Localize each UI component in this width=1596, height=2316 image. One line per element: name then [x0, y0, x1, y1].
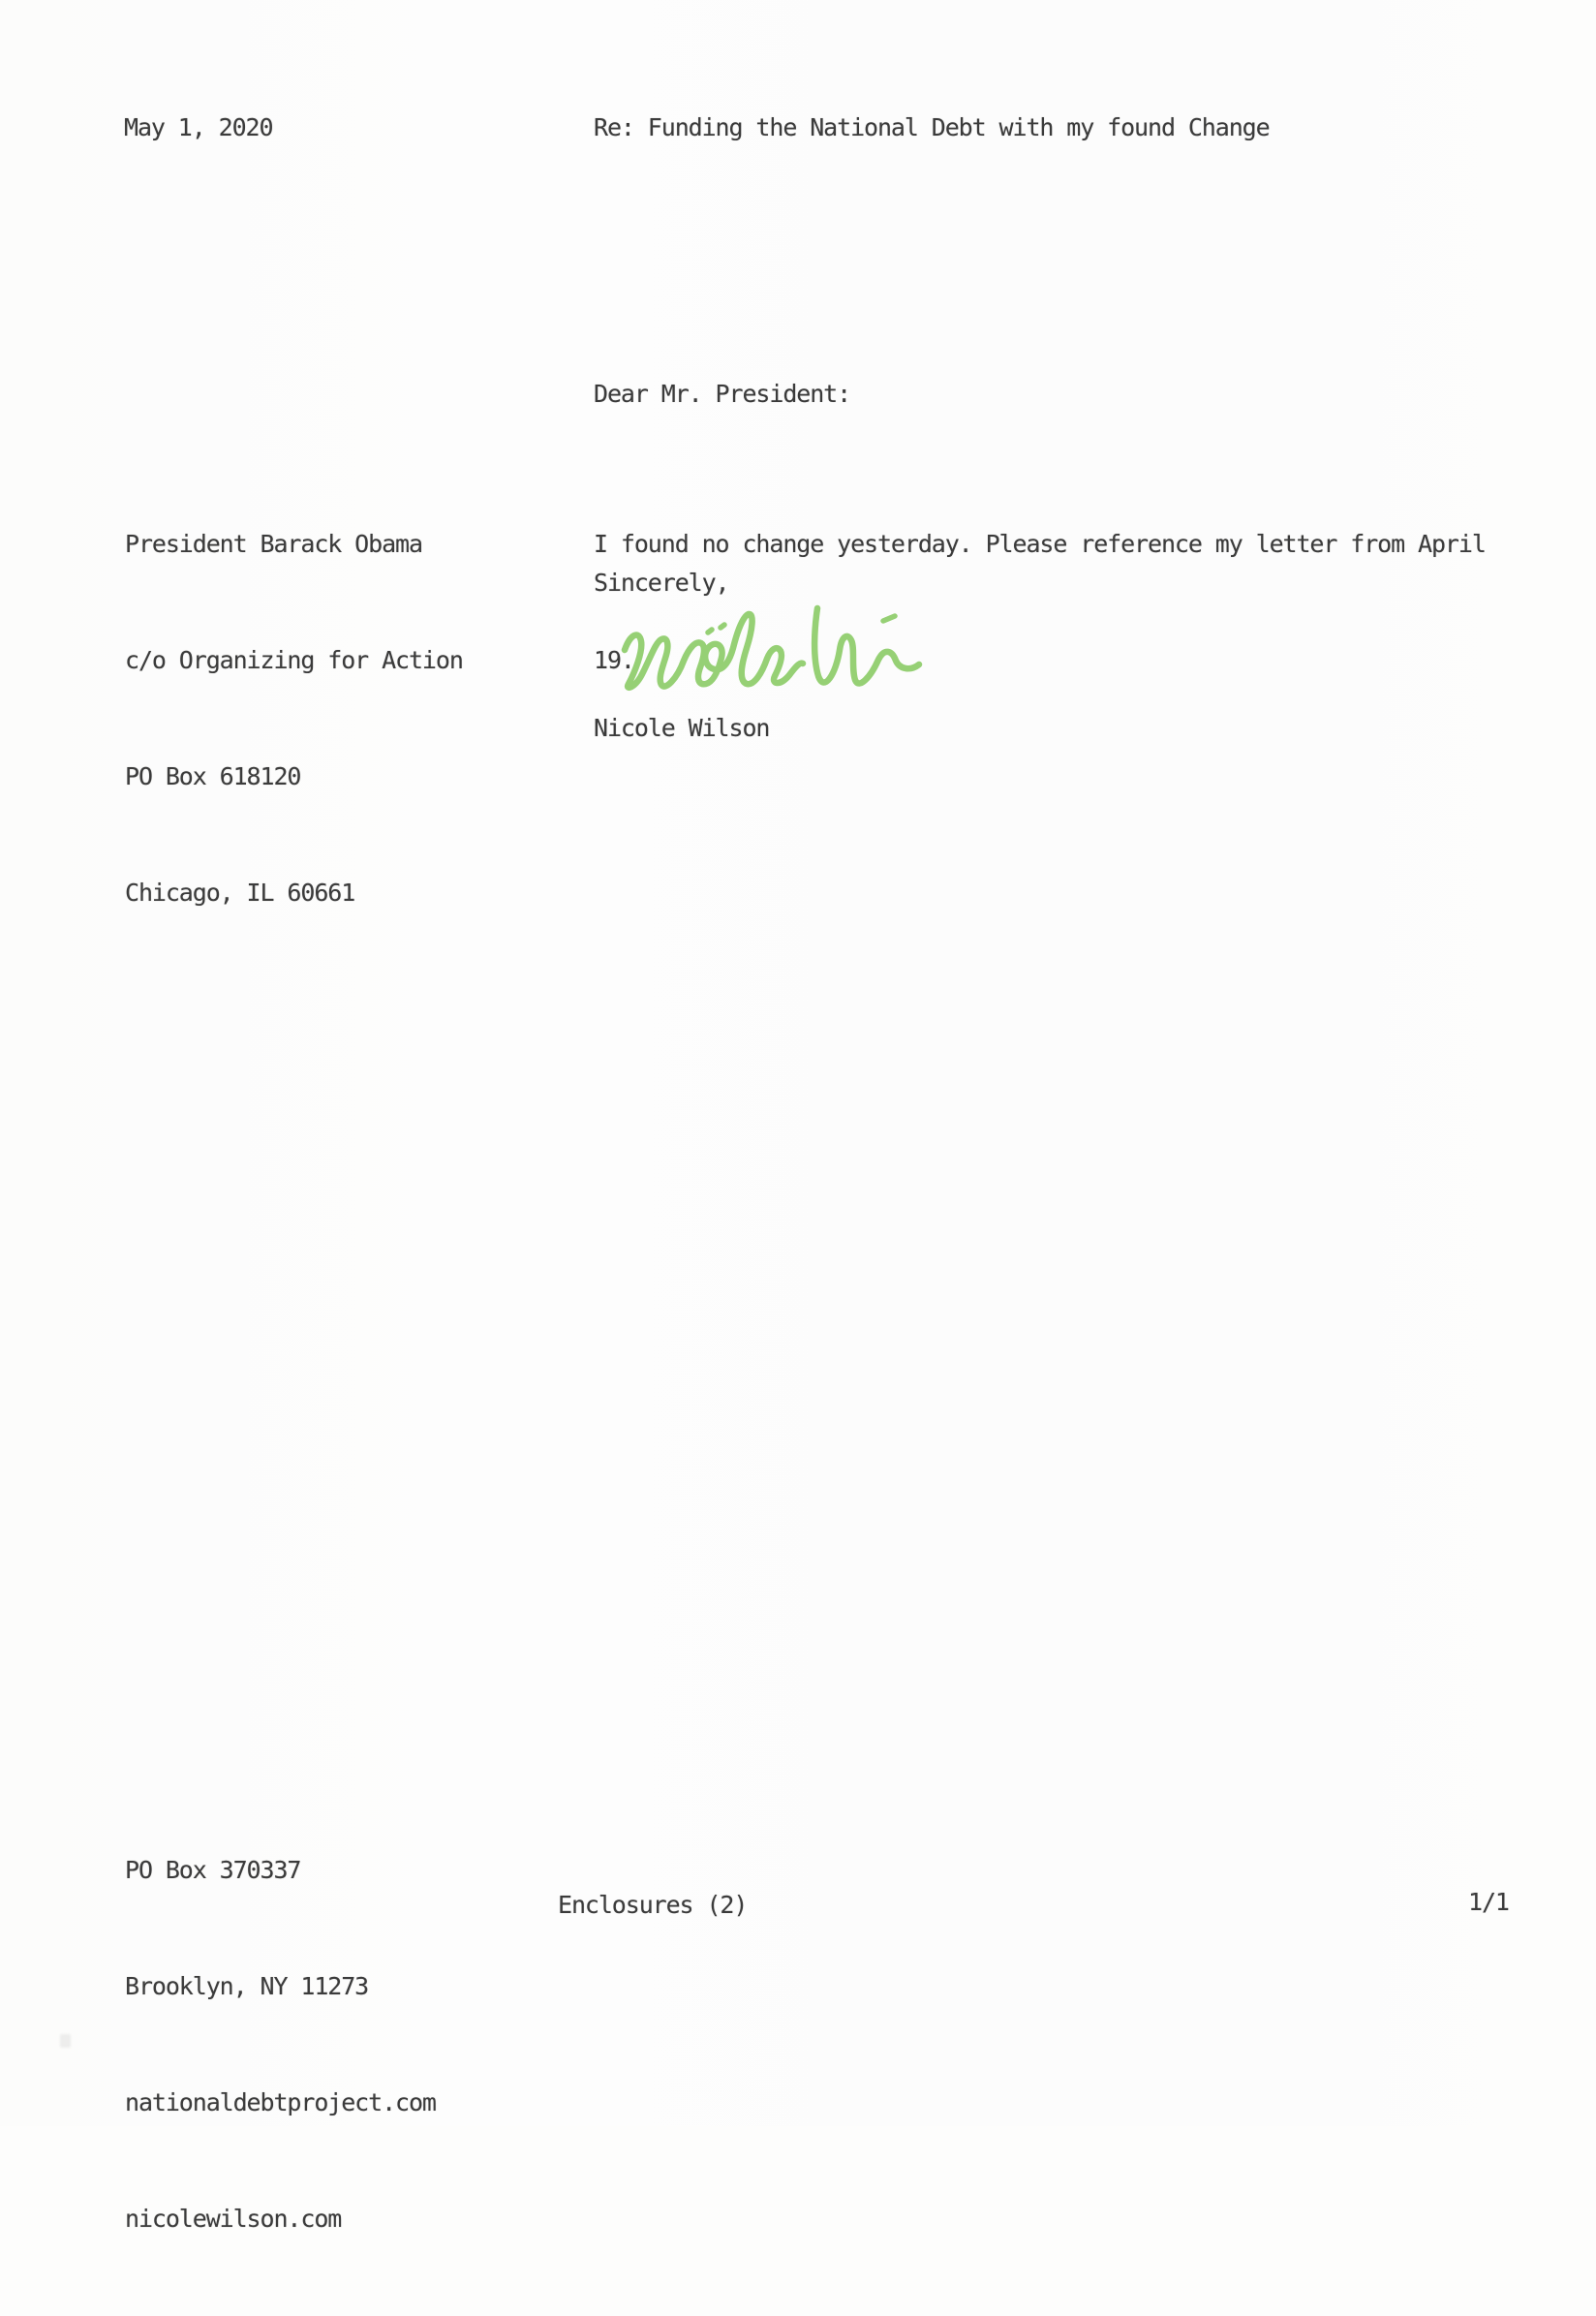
- salutation: Dear Mr. President:: [594, 380, 851, 408]
- sender-address-line: Brooklyn, NY 11273: [125, 1972, 369, 2000]
- recipient-address-line: PO Box 618120: [125, 762, 301, 790]
- signature-stroke-wi: [814, 608, 919, 683]
- page-number: 1/1: [1468, 1888, 1509, 1916]
- signer-name: Nicole Wilson: [594, 714, 770, 742]
- scan-smudge-artifact: [60, 2034, 71, 2048]
- enclosures-note: Enclosures (2): [558, 1891, 748, 1919]
- recipient-address-line: Chicago, IL 60661: [125, 879, 355, 907]
- sender-website: nicolewilson.com: [125, 2205, 342, 2233]
- closing: Sincerely,: [594, 569, 729, 597]
- recipient-address: [125, 448, 463, 990]
- sender-address: [125, 1774, 436, 2316]
- sender-website: nationaldebtproject.com: [125, 2088, 436, 2116]
- body-line: I found no change yesterday. Please reference my letter from April: [594, 530, 1486, 558]
- handwritten-signature-ink: [593, 597, 932, 698]
- date-line: May 1, 2020: [124, 113, 273, 141]
- subject-line: Re: Funding the National Debt with my found Change: [594, 113, 1270, 141]
- body-line: 19.: [594, 646, 634, 674]
- signature-stroke-nicole: [625, 614, 803, 688]
- sender-address-line: PO Box 370337: [125, 1856, 301, 1884]
- recipient-address-line: President Barack Obama: [125, 530, 422, 558]
- recipient-address-line: c/o Organizing for Action: [125, 646, 463, 674]
